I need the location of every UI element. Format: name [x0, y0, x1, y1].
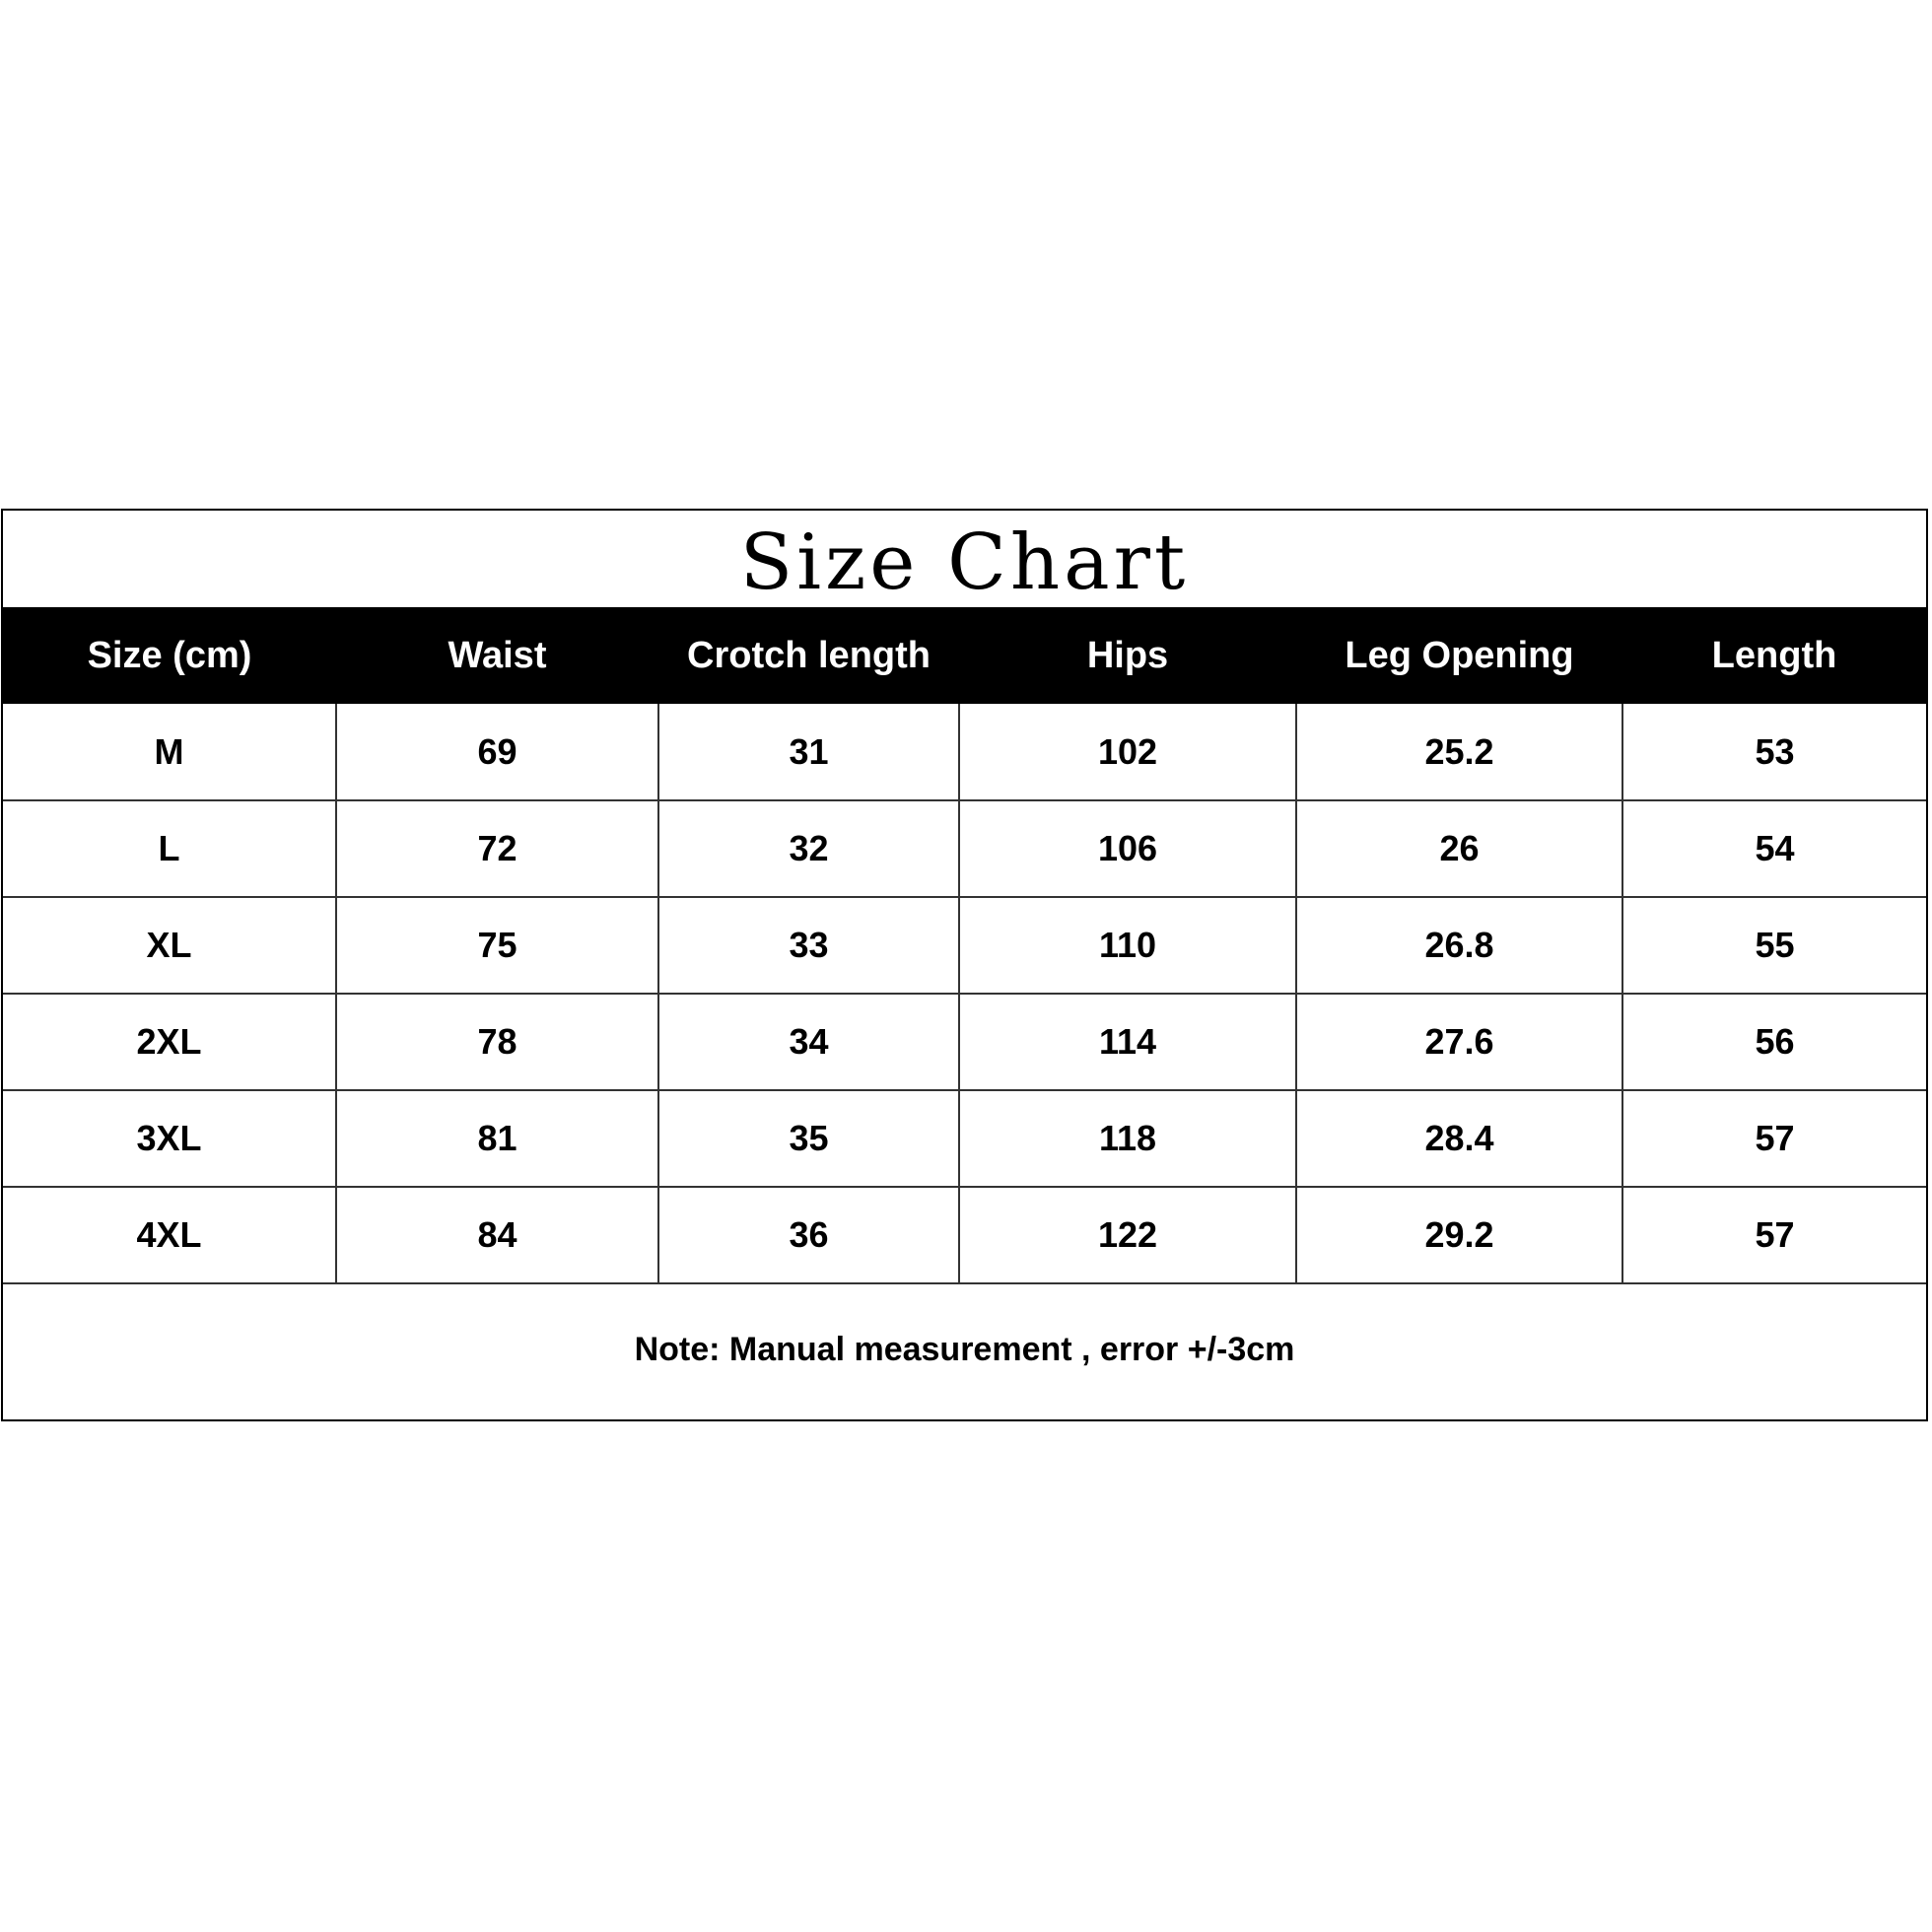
table-row [3, 1090, 1926, 1187]
cell-hips: 114 [959, 994, 1296, 1090]
cell-leg-opening: 27.6 [1296, 994, 1622, 1090]
cell-waist: 78 [336, 994, 658, 1090]
cell-waist: 75 [336, 897, 658, 994]
cell-hips: 106 [959, 800, 1296, 897]
chart-title: Size Chart [739, 518, 1190, 607]
cell-waist: 81 [336, 1090, 658, 1187]
cell-size: 4XL [3, 1187, 336, 1283]
cell-leg-opening: 25.2 [1296, 704, 1622, 800]
cell-size: XL [3, 897, 336, 994]
table-header-row [3, 607, 1926, 704]
cell-size: 2XL [3, 994, 336, 1090]
size-table [3, 607, 1926, 1284]
cell-crotch-length: 34 [658, 994, 959, 1090]
cell-length: 53 [1622, 704, 1926, 800]
title-row [3, 511, 1926, 607]
cell-hips: 118 [959, 1090, 1296, 1187]
header-length: Length [1711, 634, 1837, 676]
header-leg-opening: Leg Opening [1345, 634, 1574, 676]
cell-leg-opening: 28.4 [1296, 1090, 1622, 1187]
header-crotch-length: Crotch length [687, 634, 931, 676]
table-row [3, 800, 1926, 897]
header-hips: Hips [1086, 634, 1169, 676]
table-row [3, 897, 1926, 994]
cell-length: 57 [1622, 1187, 1926, 1283]
cell-leg-opening: 29.2 [1296, 1187, 1622, 1283]
table-row [3, 1187, 1926, 1283]
cell-crotch-length: 33 [658, 897, 959, 994]
size-chart [1, 509, 1928, 1421]
cell-length: 54 [1622, 800, 1926, 897]
header-waist: Waist [448, 634, 547, 676]
cell-size: 3XL [3, 1090, 336, 1187]
table-row [3, 994, 1926, 1090]
measurement-note: Note: Manual measurement , error +/-3cm [634, 1330, 1295, 1368]
cell-waist: 72 [336, 800, 658, 897]
cell-crotch-length: 32 [658, 800, 959, 897]
cell-leg-opening: 26 [1296, 800, 1622, 897]
cell-crotch-length: 35 [658, 1090, 959, 1187]
note-row [3, 1279, 1926, 1419]
cell-length: 56 [1622, 994, 1926, 1090]
cell-waist: 69 [336, 704, 658, 800]
table-row [3, 704, 1926, 800]
cell-waist: 84 [336, 1187, 658, 1283]
cell-length: 55 [1622, 897, 1926, 994]
cell-hips: 122 [959, 1187, 1296, 1283]
cell-length: 57 [1622, 1090, 1926, 1187]
cell-crotch-length: 36 [658, 1187, 959, 1283]
cell-leg-opening: 26.8 [1296, 897, 1622, 994]
cell-hips: 110 [959, 897, 1296, 994]
cell-crotch-length: 31 [658, 704, 959, 800]
cell-size: M [3, 704, 336, 800]
cell-size: L [3, 800, 336, 897]
header-size: Size (cm) [87, 634, 252, 676]
cell-hips: 102 [959, 704, 1296, 800]
